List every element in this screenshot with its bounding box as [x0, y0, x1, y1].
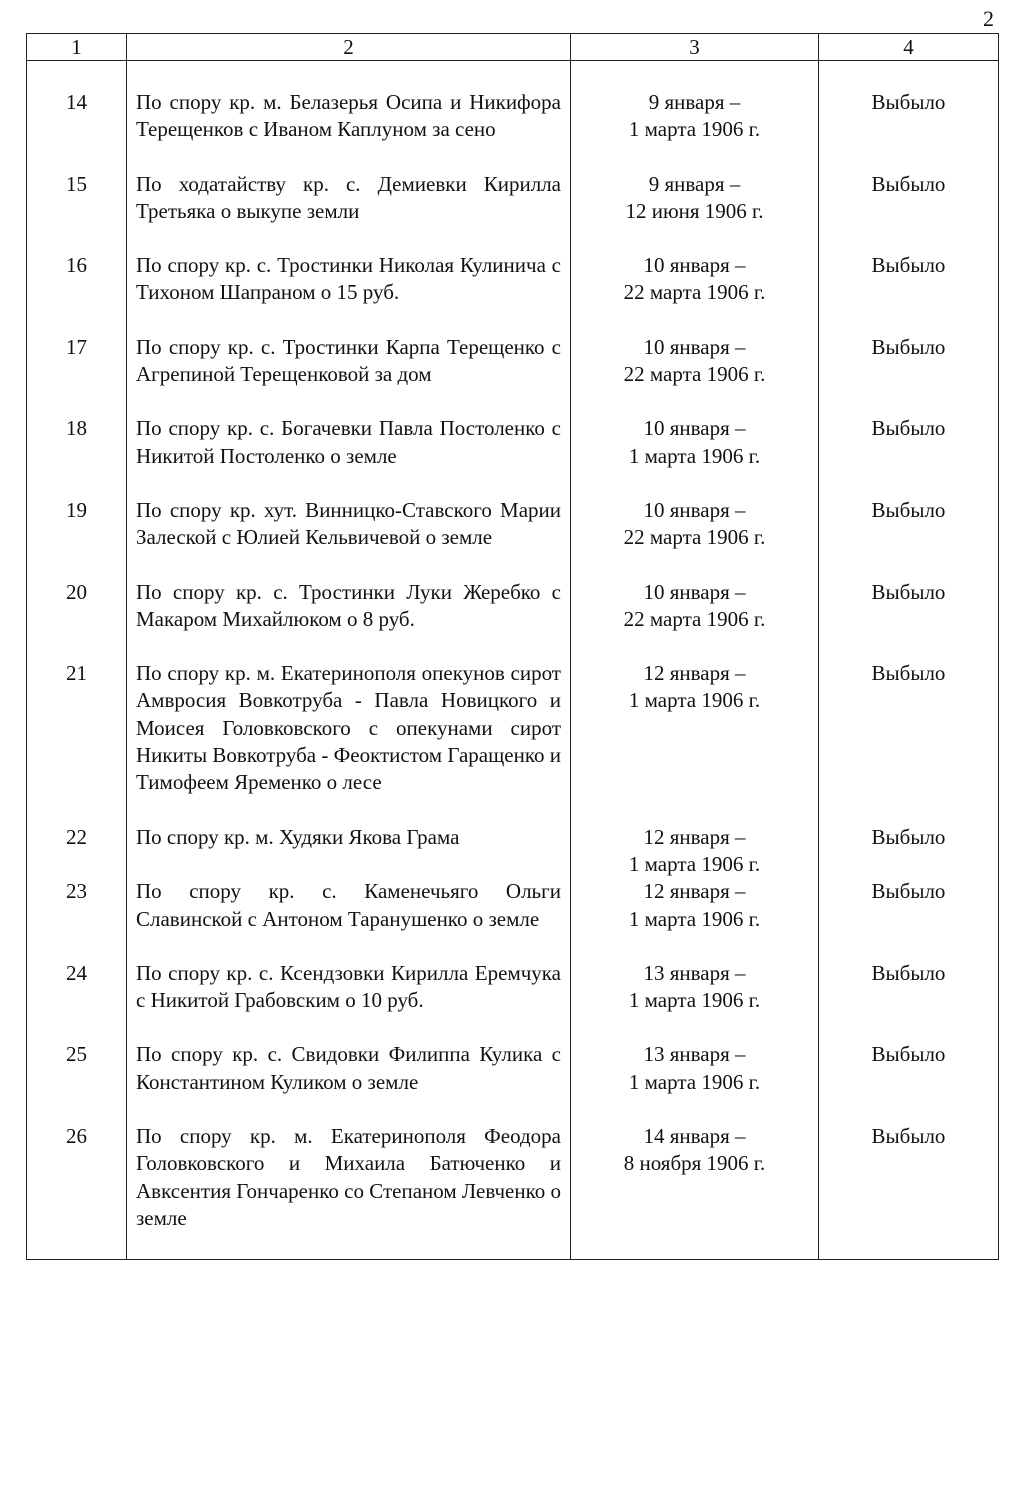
case-dates — [571, 171, 819, 253]
row-number: 22 — [27, 824, 127, 879]
column-header-description: 2 — [127, 34, 571, 61]
case-dates — [571, 252, 819, 334]
case-description-text: По спору кр. с. Свидовки Филиппа Кулика с Константином Куликом о земле — [136, 1042, 561, 1094]
header-row — [27, 34, 999, 61]
table-header — [27, 34, 999, 61]
row-number: 25 — [27, 1041, 127, 1123]
table-row — [27, 1041, 999, 1123]
case-description-text: По спору кр. с. Каменечьяго Ольги Славинской с Антоном Таранушенко о земле — [136, 879, 561, 931]
page-number: 2 — [983, 6, 994, 31]
date-start: 13 января – — [643, 1042, 746, 1067]
date-start: 9 января – — [648, 90, 741, 114]
table-row — [27, 660, 999, 823]
row-number: 26 — [27, 1123, 127, 1260]
table-row — [27, 579, 999, 661]
row-number: 14 — [27, 61, 127, 171]
case-description-text: По спору кр. с. Тростинки Карпа Терещенко с Агрепиной Терещенковой за дом — [136, 334, 561, 387]
case-status: Выбыло — [819, 61, 999, 171]
date-end: 1 марта 1906 г. — [628, 117, 761, 142]
table-row — [27, 252, 999, 334]
case-description — [127, 171, 571, 253]
case-register-table — [26, 33, 999, 1260]
case-status: Выбыло — [819, 1123, 999, 1260]
case-dates — [571, 824, 819, 879]
table-row — [27, 960, 999, 1042]
row-number: 18 — [27, 415, 127, 497]
case-description-text: По спору кр. с. Ксендзовки Кирилла Еремчука с Никитой Грабовским о 10 руб. — [136, 960, 561, 1013]
row-number: 24 — [27, 960, 127, 1042]
case-dates — [571, 415, 819, 497]
date-start: 12 января – — [643, 879, 746, 904]
date-end: 1 марта 1906 г. — [628, 1069, 761, 1094]
date-end: 12 июня 1906 г. — [625, 198, 764, 223]
date-start: 12 января – — [643, 661, 746, 686]
table-row — [27, 334, 999, 416]
date-start: 10 января – — [643, 416, 746, 441]
case-status: Выбыло — [819, 660, 999, 823]
case-status: Выбыло — [819, 252, 999, 334]
date-end: 22 марта 1906 г. — [623, 606, 766, 631]
case-status: Выбыло — [819, 171, 999, 253]
case-description-text: По спору кр. с. Богачевки Павла Постоленко с Никитой Постоленко о земле — [136, 416, 561, 468]
date-start: 10 января – — [643, 579, 746, 604]
case-dates — [571, 878, 819, 960]
date-end: 1 марта 1906 г. — [628, 906, 761, 931]
case-status: Выбыло — [819, 415, 999, 497]
case-dates — [571, 61, 819, 171]
date-end: 1 марта 1906 г. — [628, 851, 761, 876]
case-status: Выбыло — [819, 497, 999, 579]
row-number: 21 — [27, 660, 127, 823]
case-description — [127, 497, 571, 579]
table-row — [27, 61, 999, 171]
date-end: 22 марта 1906 г. — [623, 362, 766, 387]
case-description — [127, 579, 571, 661]
table-row — [27, 415, 999, 497]
table-row — [27, 497, 999, 579]
date-start: 10 января – — [643, 253, 746, 278]
case-description-text: По спору кр. хут. Винницко-Ставского Марии Залеской с Юлией Кельвичевой о земле — [136, 497, 561, 550]
case-description-text: По спору кр. м. Екатеринополя опекунов сирот Амвросия Вовкотруба - Павла Новицкого и Моисея Головковского с опекунами сирот Никиты Вовкотруба - Феоктистом Гаращенко и Тимофеем Яременко о лесе — [136, 661, 561, 795]
row-number: 19 — [27, 497, 127, 579]
row-number: 17 — [27, 334, 127, 416]
case-description — [127, 61, 571, 171]
case-description — [127, 1123, 571, 1260]
case-description-text: По спору кр. м. Белазерья Осипа и Никифора Терещенков с Иваном Каплуном за сено — [136, 90, 561, 142]
case-description — [127, 1041, 571, 1123]
case-description — [127, 252, 571, 334]
date-end: 1 марта 1906 г. — [628, 443, 761, 468]
date-start: 10 января – — [643, 334, 746, 359]
date-start: 12 января – — [643, 824, 746, 849]
case-status: Выбыло — [819, 579, 999, 661]
column-header-status: 4 — [819, 34, 999, 61]
case-description-text: По ходатайству кр. с. Демиевки Кирилла Третьяка о выкупе земли — [136, 171, 561, 223]
date-end: 1 марта 1906 г. — [628, 688, 761, 713]
case-status: Выбыло — [819, 960, 999, 1042]
table-row — [27, 878, 999, 960]
case-description-text: По спору кр. м. Екатеринополя Феодора Головковского и Михаила Батюченко и Авксентия Гончаренко со Степаном Левченко о земле — [136, 1124, 561, 1230]
case-status: Выбыло — [819, 824, 999, 879]
row-number: 20 — [27, 579, 127, 661]
date-start: 10 января – — [643, 497, 746, 522]
case-dates — [571, 497, 819, 579]
date-start: 9 января – — [648, 171, 741, 196]
column-header-dates: 3 — [571, 34, 819, 61]
date-end: 8 ноября 1906 г. — [623, 1151, 766, 1176]
case-dates — [571, 660, 819, 823]
case-description — [127, 824, 571, 879]
case-description — [127, 878, 571, 960]
case-description — [127, 334, 571, 416]
case-dates — [571, 1123, 819, 1260]
table-body — [27, 61, 999, 1260]
table-row — [27, 1123, 999, 1260]
case-dates — [571, 1041, 819, 1123]
case-dates — [571, 334, 819, 416]
date-start: 14 января – — [643, 1124, 746, 1149]
column-header-number: 1 — [27, 34, 127, 61]
case-description-text: По спору кр. с. Тростинки Николая Кулинича с Тихоном Шапраном о 15 руб. — [136, 253, 561, 305]
table-row — [27, 171, 999, 253]
case-status: Выбыло — [819, 878, 999, 960]
case-description — [127, 660, 571, 823]
case-dates — [571, 579, 819, 661]
row-number: 15 — [27, 171, 127, 253]
case-dates — [571, 960, 819, 1042]
date-start: 13 января – — [643, 960, 746, 985]
case-description-text: По спору кр. с. Тростинки Луки Жеребко с Макаром Михайлюком о 8 руб. — [136, 579, 561, 631]
case-description — [127, 960, 571, 1042]
date-end: 1 марта 1906 г. — [628, 988, 761, 1013]
row-number: 23 — [27, 878, 127, 960]
case-description — [127, 415, 571, 497]
case-status: Выбыло — [819, 334, 999, 416]
date-end: 22 марта 1906 г. — [623, 525, 766, 550]
row-number: 16 — [27, 252, 127, 334]
table-row — [27, 824, 999, 879]
case-status: Выбыло — [819, 1041, 999, 1123]
date-end: 22 марта 1906 г. — [623, 280, 766, 305]
case-description-text: По спору кр. м. Худяки Якова Грама — [136, 824, 460, 849]
